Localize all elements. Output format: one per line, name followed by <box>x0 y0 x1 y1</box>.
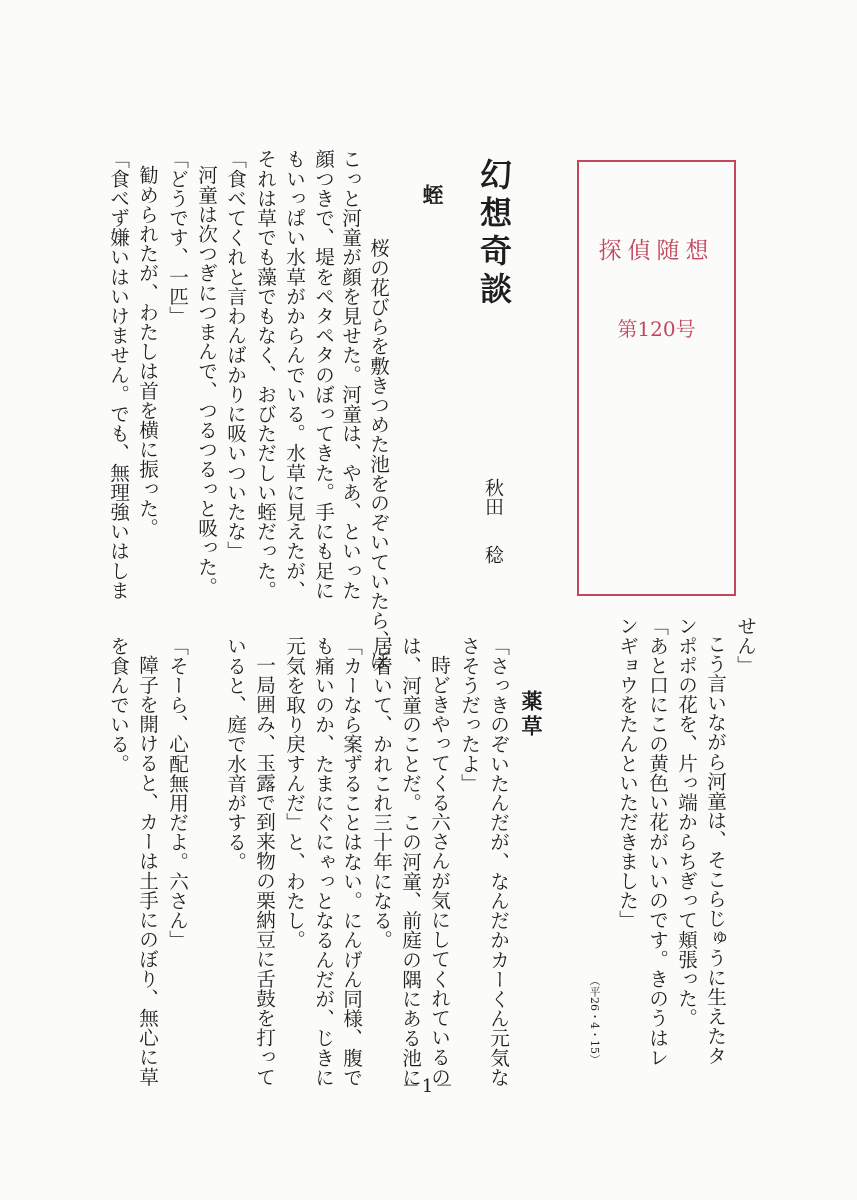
text-column: は、河童のことだ。この河童、前庭の隅にある池に <box>398 636 422 1087</box>
text-column: 元気を取り戻すんだ」と、わたし。 <box>282 636 306 950</box>
text-column: 河童は次つぎにつまんで、つるつるっと吸った。 <box>194 165 218 597</box>
page-number: －1－ <box>401 1076 456 1097</box>
text-column: それは草でも藻でもなく、おびただしい蛭だった。 <box>253 149 277 600</box>
magazine-box <box>577 160 736 596</box>
section-heading-leech: 蛭 <box>420 184 444 209</box>
section-heading-herbs: 薬草 <box>519 690 543 740</box>
text-column: こっと河童が顔を見せた。河童は、やあ、といった <box>338 149 362 600</box>
text-column: 桜の花びらを敷きつめた池をのぞいていたら、ぼ <box>366 238 390 670</box>
issue-number: 第120号 <box>617 317 696 341</box>
text-column: こう言いながら河童は、そこらじゅうに生えたタ <box>703 634 727 1066</box>
text-column: 勧められたが、わたしは首を横に振った。 <box>135 165 159 538</box>
text-column: 障子を開けると、カーは土手にのぼり、無心に草 <box>135 655 159 1087</box>
text-column: 「食べてくれと言わんばかりに吸いついたな」 <box>223 149 247 561</box>
text-column: を食んでいる。 <box>106 636 130 774</box>
text-column: いると、庭で水音がする。 <box>223 636 247 872</box>
text-column: 一局囲み、玉露で到来物の栗納豆に舌鼓を打って <box>252 655 276 1087</box>
text-column: ンポポの花を、片っ端からちぎって頬張った。 <box>674 616 698 1028</box>
text-column: もいっぱい水草がからんでいる。水草に見えたが、 <box>282 149 306 600</box>
text-column: 時どきやってくる六さんが気にしてくれているの <box>427 655 451 1087</box>
text-column: も痛いのか、たまにぐにゃっとなるんだが、じきに <box>311 636 335 1087</box>
text-column: 「食べず嫌いはいけません。でも、無理強いはしま <box>106 149 130 600</box>
text-column: 顔つきで、堤をペタペタのぼってきた。手にも足に <box>311 149 335 600</box>
text-column: 「あと口にこの黄色い花がいいのです。きのうはレ <box>645 616 669 1067</box>
text-column: 「カーなら案ずることはない。にんげん同様、腹で <box>339 636 363 1087</box>
text-column: 「さっきのぞいたんだが、なんだかカーくん元気な <box>486 636 510 1087</box>
date-note: （平26・4・15） <box>588 975 601 1065</box>
text-column: さそうだったよ」 <box>457 636 481 793</box>
article-title: 幻想奇談 <box>475 158 513 310</box>
author-given-name: 稔 <box>482 545 504 564</box>
author-family-name: 秋田 <box>482 478 504 516</box>
text-column: 「どうです、一匹」 <box>165 149 189 326</box>
text-column: 「そーら、心配無用だよ。六さん」 <box>165 636 189 950</box>
text-column: 居着いて、かれこれ三十年になる。 <box>369 636 393 950</box>
magazine-title: 探偵随想 <box>598 238 715 264</box>
text-column: ンギョウをたんといただきました」 <box>615 616 639 930</box>
text-column: せん」 <box>733 616 757 675</box>
